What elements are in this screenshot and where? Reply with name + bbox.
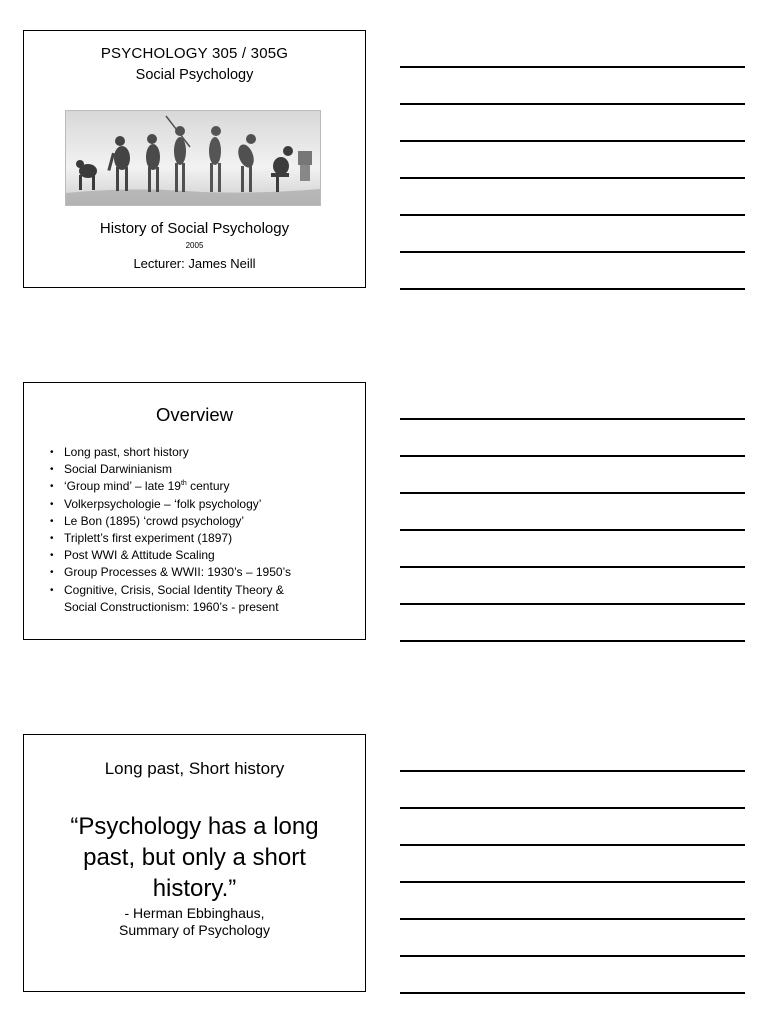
list-item: • Le Bon (1895) ‘crowd psychology’: [50, 513, 355, 530]
note-line: [400, 418, 745, 420]
attribution-line: Summary of Psychology: [119, 922, 270, 938]
list-item: [50, 582, 355, 616]
list-item: [50, 478, 355, 495]
list-item-text: Cognitive, Crisis, Social Identity Theory &: [64, 582, 284, 597]
list-item-text: ‘Group mind’ – late 19: [64, 479, 181, 494]
ebbinghaus-quote: [44, 811, 345, 904]
list-item: • Volkerpsychologie – ‘folk psychology’: [50, 496, 355, 513]
list-item: • Long past, short history: [50, 444, 355, 461]
quote-line: past, but only a short: [83, 844, 306, 871]
ordinal-suffix: th: [180, 480, 187, 488]
lecture-year: 2005: [185, 241, 204, 250]
course-subtitle: Social Psychology: [135, 67, 254, 83]
note-line: [400, 492, 745, 494]
list-item: • Group Processes & WWII: 1930’s – 1950’s: [50, 564, 355, 581]
note-line: [400, 66, 745, 68]
lecturer-name: Lecturer: James Neill: [133, 256, 256, 271]
slide-2: [23, 382, 366, 640]
slide-3: [23, 734, 366, 992]
note-line: [400, 844, 745, 846]
note-line: [400, 177, 745, 179]
note-line: [400, 918, 745, 920]
note-line: [400, 455, 745, 457]
note-line: [400, 566, 745, 568]
note-line: [400, 214, 745, 216]
evolution-illustration-icon: [65, 110, 321, 206]
lecture-title: History of Social Psychology: [99, 220, 290, 237]
slide-1: [23, 30, 366, 288]
note-line: [400, 992, 745, 994]
list-item-text-continued: Social Constructionism: 1960’s - present: [64, 599, 279, 614]
note-line: [400, 603, 745, 605]
note-line: [400, 807, 745, 809]
list-item: • Social Darwinianism: [50, 461, 355, 478]
quote-line: “Psychology has a long: [70, 813, 319, 840]
note-line: [400, 288, 745, 290]
note-line: [400, 881, 745, 883]
slide3-title: Long past, Short history: [104, 759, 285, 778]
list-item: • Triplett’s first experiment (1897): [50, 530, 355, 547]
course-title: PSYCHOLOGY 305 / 305G: [100, 45, 289, 62]
list-item-text-tail: century: [186, 479, 230, 494]
note-line: [400, 955, 745, 957]
note-line: [400, 640, 745, 642]
attribution-line: - Herman Ebbinghaus,: [124, 905, 265, 921]
overview-list: [50, 444, 355, 616]
quote-line: history.”: [152, 875, 237, 902]
note-line: [400, 140, 745, 142]
quote-attribution: [24, 905, 365, 939]
note-line: [400, 529, 745, 531]
note-line: [400, 770, 745, 772]
overview-title: Overview: [155, 404, 234, 425]
list-item: • Post WWI & Attitude Scaling: [50, 547, 355, 564]
note-line: [400, 251, 745, 253]
note-line: [400, 103, 745, 105]
